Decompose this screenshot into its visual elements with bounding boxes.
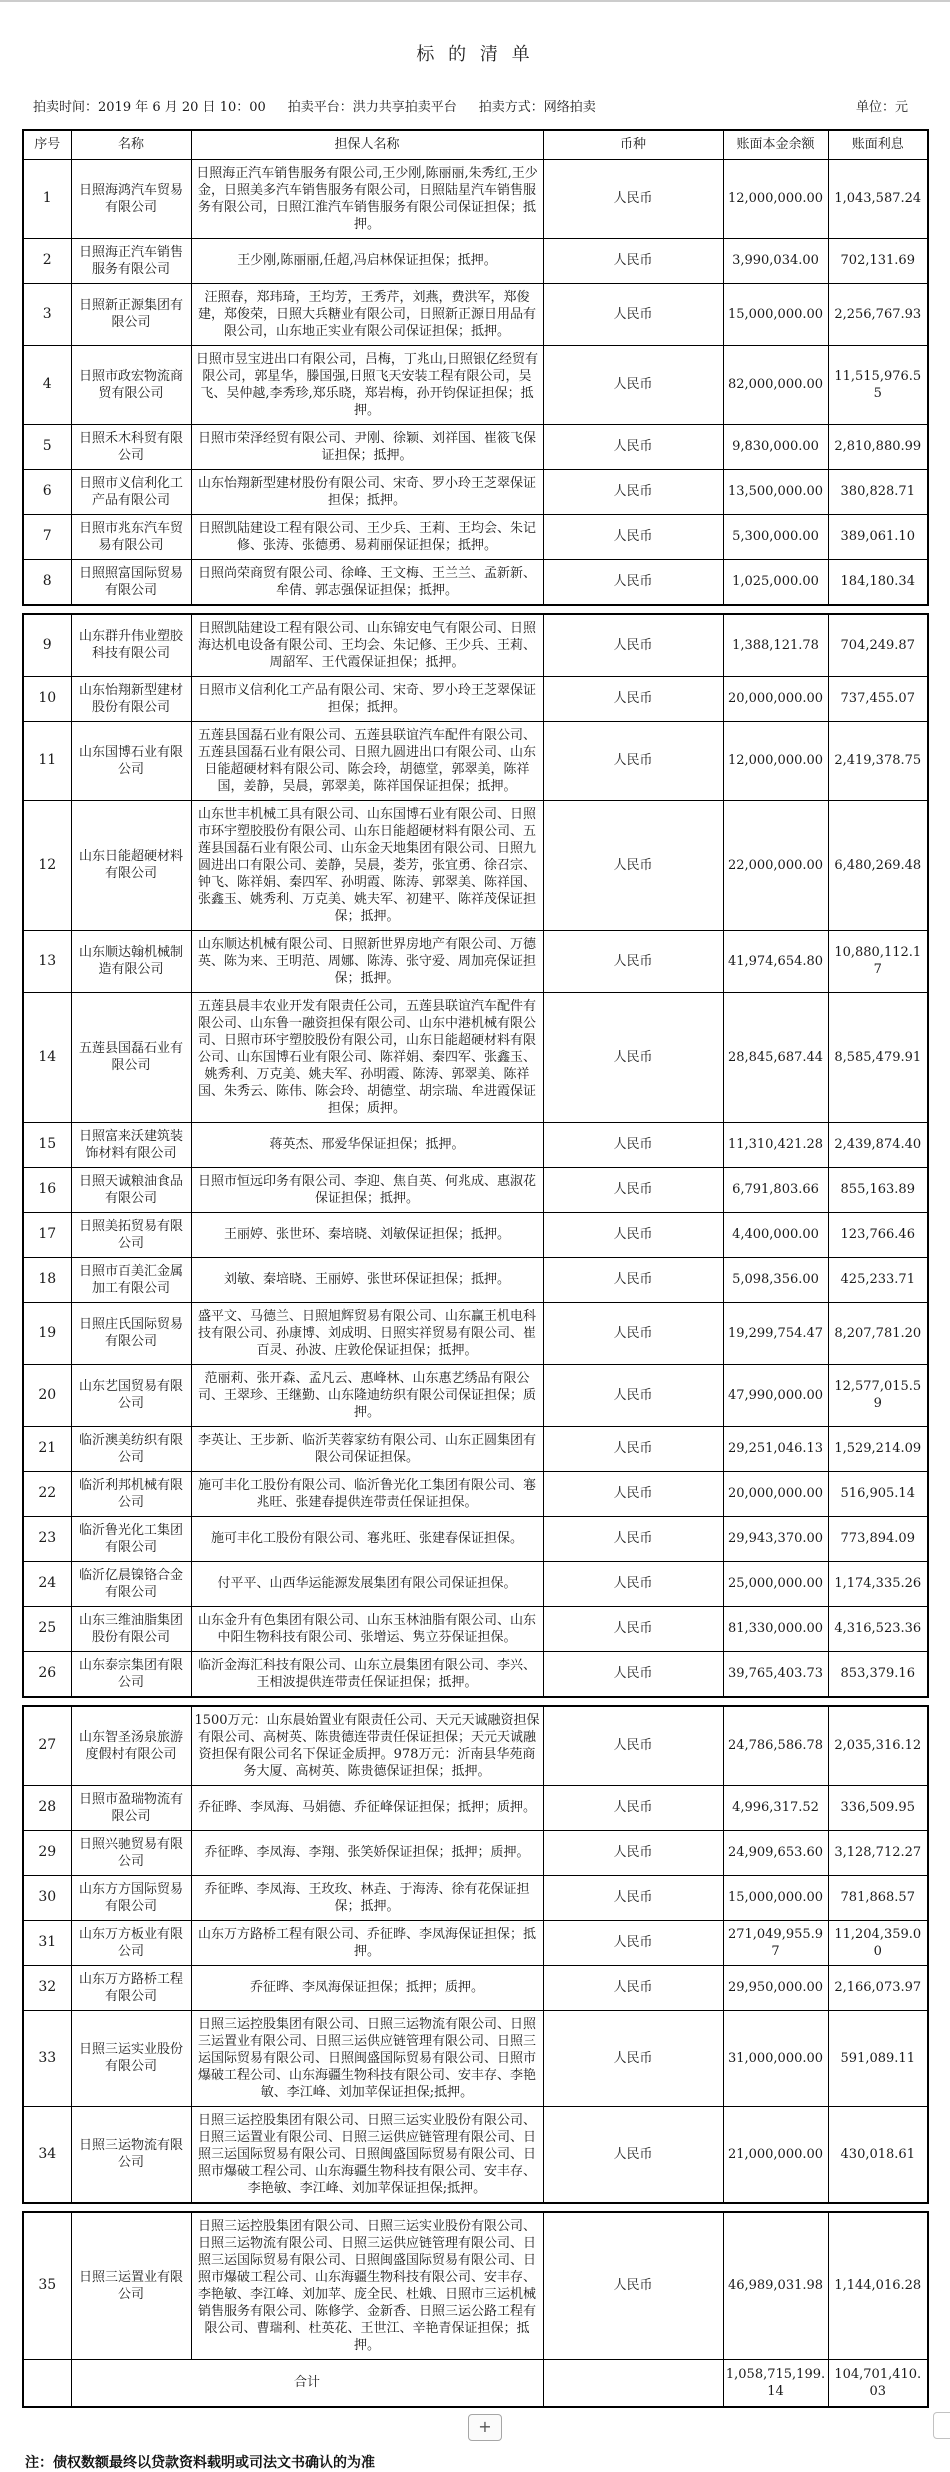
guarantor-cell: 日照三运控股集团有限公司、日照三运实业股份有限公司、日照三运物流有限公司、日照三运供应链管理有限公司、日照三运国际贸易有限公司、日照闽盛国际贸易有限公司、日照市爆破工程公司、山东海疆生物科技有限公司、安丰存、李艳敏、李江峰、刘加苹、庞全民、杜娥、日照市三运机械销售服务有限公司、陈修学、金新香、日照三运公路工程有限公司、曹瑞利、杜英花、王世江、辛艳青保证担保；抵押。	[191, 2212, 543, 2360]
table-row	[23, 469, 928, 514]
debtor-name-cell: 日照市兆东汽车贸易有限公司	[71, 514, 191, 559]
table-segment-2	[22, 613, 929, 1698]
currency-cell: 人民币	[543, 1471, 723, 1516]
principal-cell: 47,990,000.00	[723, 1364, 828, 1426]
interest-cell: 11,515,976.55	[828, 345, 928, 424]
guarantor-cell: 日照尚荣商贸有限公司、徐峰、王文梅、王兰兰、孟新新、牟倩、郭志强保证担保；抵押。	[191, 559, 543, 605]
row-index-cell: 3	[23, 283, 71, 345]
interest-cell: 425,233.71	[828, 1257, 928, 1302]
row-index-cell: 12	[23, 800, 71, 930]
principal-cell: 21,000,000.00	[723, 2106, 828, 2203]
unit-label: 单位：元	[855, 100, 908, 115]
principal-cell: 12,000,000.00	[723, 159, 828, 238]
footnote: 注：债权数额最终以贷款资料载明或司法文书确认的为准	[25, 2455, 375, 2471]
debtor-name-cell: 日照三运置业有限公司	[71, 2212, 191, 2360]
table-row	[23, 514, 928, 559]
debtor-name-cell: 临沂利邦机械有限公司	[71, 1471, 191, 1516]
table-row	[23, 238, 928, 283]
currency-cell: 人民币	[543, 345, 723, 424]
row-index-cell: 6	[23, 469, 71, 514]
interest-cell: 389,061.10	[828, 514, 928, 559]
debtor-name-cell: 日照照富国际贸易有限公司	[71, 559, 191, 605]
principal-cell: 39,765,403.73	[723, 1651, 828, 1697]
principal-cell: 9,830,000.00	[723, 424, 828, 469]
interest-cell: 2,810,880.99	[828, 424, 928, 469]
table-row	[23, 676, 928, 721]
debtor-name-cell: 日照海正汽车销售服务有限公司	[71, 238, 191, 283]
table-row	[23, 1875, 928, 1920]
row-index-cell: 30	[23, 1875, 71, 1920]
guarantor-cell: 范丽莉、张开森、孟凡云、惠峰林、山东惠艺绣品有限公司、王翠珍、王继勤、山东隆迪纺织有限公司保证担保；质押。	[191, 1364, 543, 1426]
total-empty-currency-cell	[543, 2359, 723, 2407]
principal-cell: 28,845,687.44	[723, 992, 828, 1122]
row-index-cell: 26	[23, 1651, 71, 1697]
row-index-cell: 4	[23, 345, 71, 424]
row-index-cell: 34	[23, 2106, 71, 2203]
table-row	[23, 559, 928, 605]
interest-cell: 737,455.07	[828, 676, 928, 721]
header-no: 序号	[23, 130, 71, 159]
guarantor-cell: 刘敏、秦培晓、王丽婷、张世环保证担保；抵押。	[191, 1257, 543, 1302]
table-row	[23, 159, 928, 238]
row-index-cell: 22	[23, 1471, 71, 1516]
guarantor-cell: 王丽婷、张世环、秦培晓、刘敏保证担保；抵押。	[191, 1212, 543, 1257]
auction-time: 拍卖时间：2019 年 6 月 20 日 10：00	[33, 100, 266, 115]
guarantor-cell: 李英让、王步新、临沂芙蓉家纺有限公司、山东正圆集团有限公司保证担保。	[191, 1426, 543, 1471]
interest-cell: 2,035,316.12	[828, 1706, 928, 1786]
currency-cell: 人民币	[543, 1965, 723, 2010]
guarantor-cell: 付平平、山西华运能源发展集团有限公司保证担保。	[191, 1561, 543, 1606]
interest-cell: 2,256,767.93	[828, 283, 928, 345]
interest-cell: 2,166,073.97	[828, 1965, 928, 2010]
debtor-name-cell: 日照市百美汇金属加工有限公司	[71, 1257, 191, 1302]
page-title: 标 的 清 单	[416, 44, 534, 65]
row-index-cell: 9	[23, 614, 71, 677]
guarantor-cell: 山东世丰机械工具有限公司、山东国博石业有限公司、日照市环宇塑胶股份有限公司、山东日能超硬材料有限公司、五莲县国磊石业有限公司、山东金天地集团有限公司、日照九圆进出口有限公司、姜静，吴晨，娄芳，张宜勇、徐召宗、钟飞、陈祥娟、秦四军、孙明霞、陈涛、郭翠美、陈祥国、张鑫玉、姚秀利、万克美、姚夫军、初建平、陈祥茂保证担保；抵押。	[191, 800, 543, 930]
principal-cell: 12,000,000.00	[723, 721, 828, 800]
currency-cell: 人民币	[543, 238, 723, 283]
currency-cell: 人民币	[543, 930, 723, 992]
table-row	[23, 1706, 928, 1786]
row-index-cell: 23	[23, 1516, 71, 1561]
debtor-name-cell: 日照新正源集团有限公司	[71, 283, 191, 345]
debtor-name-cell: 日照美拓贸易有限公司	[71, 1212, 191, 1257]
principal-cell: 13,500,000.00	[723, 469, 828, 514]
currency-cell: 人民币	[543, 1257, 723, 1302]
principal-cell: 5,098,356.00	[723, 1257, 828, 1302]
row-index-cell: 18	[23, 1257, 71, 1302]
principal-cell: 29,251,046.13	[723, 1426, 828, 1471]
guarantor-cell: 五莲县晨丰农业开发有限责任公司，五莲县联谊汽车配件有限公司、山东鲁一融资担保有限公司、山东中港机械有限公司、日照市环宇塑胶股份有限公司，山东日能超硬材料有限公司、山东国博石业有限公司、陈祥娟、秦四军、张鑫玉、姚秀利、万克美、姚夫军、孙明霞、陈涛、郭翠美、陈祥国、朱秀云、陈伟、陈会玲、胡德堂、胡宗瑞、牟进霞保证担保；质押。	[191, 992, 543, 1122]
principal-cell: 46,989,031.98	[723, 2212, 828, 2360]
currency-cell: 人民币	[543, 2010, 723, 2106]
table-row	[23, 1785, 928, 1830]
guarantor-cell: 山东顺达机械有限公司、日照新世界房地产有限公司、万德英、陈为来、王明范、周娜、陈涛、张守爱、周加亮保证担保；抵押。	[191, 930, 543, 992]
guarantor-cell: 施可丰化工股份有限公司、寋兆旺、张建春保证担保。	[191, 1516, 543, 1561]
row-index-cell: 25	[23, 1606, 71, 1651]
row-index-cell: 7	[23, 514, 71, 559]
currency-cell: 人民币	[543, 1830, 723, 1875]
guarantor-cell: 山东万方路桥工程有限公司、乔征晔、李凤海保证担保；抵押。	[191, 1920, 543, 1965]
currency-cell: 人民币	[543, 1364, 723, 1426]
table-row	[23, 1426, 928, 1471]
interest-cell: 591,089.11	[828, 2010, 928, 2106]
table-row	[23, 1965, 928, 2010]
currency-cell: 人民币	[543, 469, 723, 514]
currency-cell: 人民币	[543, 1920, 723, 1965]
header-name: 名称	[71, 130, 191, 159]
principal-cell: 22,000,000.00	[723, 800, 828, 930]
debtor-name-cell: 山东泰宗集团有限公司	[71, 1651, 191, 1697]
total-label-cell: 合计	[71, 2359, 543, 2407]
guarantor-cell: 日照凯陆建设工程有限公司、山东锦安电气有限公司、日照海达机电设备有限公司、王均会、朱记修、王少兵、王莉、周韶军、王代霞保证担保；抵押。	[191, 614, 543, 677]
debtor-name-cell: 山东顺达翰机械制造有限公司	[71, 930, 191, 992]
debtor-name-cell: 日照禾木科贸有限公司	[71, 424, 191, 469]
row-index-cell: 13	[23, 930, 71, 992]
interest-cell: 2,439,874.40	[828, 1122, 928, 1167]
partial-edge-button[interactable]	[933, 2412, 950, 2439]
row-index-cell: 24	[23, 1561, 71, 1606]
currency-cell: 人民币	[543, 514, 723, 559]
row-index-cell: 35	[23, 2212, 71, 2360]
principal-cell: 6,791,803.66	[723, 1167, 828, 1212]
principal-cell: 82,000,000.00	[723, 345, 828, 424]
debtor-name-cell: 山东日能超硬材料有限公司	[71, 800, 191, 930]
principal-cell: 15,000,000.00	[723, 1875, 828, 1920]
principal-cell: 11,310,421.28	[723, 1122, 828, 1167]
principal-cell: 24,909,653.60	[723, 1830, 828, 1875]
currency-cell: 人民币	[543, 1167, 723, 1212]
currency-cell: 人民币	[543, 2212, 723, 2360]
row-index-cell: 20	[23, 1364, 71, 1426]
guarantor-cell: 日照凯陆建设工程有限公司、王少兵、王莉、王均会、朱记修、张涛、张德勇、易莉丽保证担保；抵押。	[191, 514, 543, 559]
guarantor-cell: 王少刚,陈丽丽,任超,冯启林保证担保；抵押。	[191, 238, 543, 283]
currency-cell: 人民币	[543, 1651, 723, 1697]
guarantor-cell: 乔征晔、李凤海、马娟德、乔征峰保证担保；抵押；质押。	[191, 1785, 543, 1830]
interest-cell: 6,480,269.48	[828, 800, 928, 930]
table-row	[23, 424, 928, 469]
principal-cell: 29,943,370.00	[723, 1516, 828, 1561]
guarantor-cell: 汪照春，郑玮琦，王均芳，王秀芹，刘燕，费洪军，郑俊建，郑俊荣，日照大兵糖业有限公司，日照新正源日用品有限公司，山东地正实业有限公司保证担保；抵押。	[191, 283, 543, 345]
interest-cell: 10,880,112.17	[828, 930, 928, 992]
principal-cell: 5,300,000.00	[723, 514, 828, 559]
principal-cell: 29,950,000.00	[723, 1965, 828, 2010]
guarantor-cell: 乔征晔、李凤海、李翔、张笑娇保证担保；抵押；质押。	[191, 1830, 543, 1875]
row-index-cell: 15	[23, 1122, 71, 1167]
currency-cell: 人民币	[543, 1561, 723, 1606]
table-row	[23, 283, 928, 345]
interest-cell: 781,868.57	[828, 1875, 928, 1920]
total-empty-no-cell	[23, 2359, 71, 2407]
guarantor-cell: 盛平文、马德兰、日照旭辉贸易有限公司、山东赢王机电科技有限公司、孙康博、刘成明、日照实祥贸易有限公司、崔百灵、孙波、庄敦伦保证担保；抵押。	[191, 1302, 543, 1364]
principal-cell: 1,025,000.00	[723, 559, 828, 605]
row-index-cell: 10	[23, 676, 71, 721]
row-index-cell: 32	[23, 1965, 71, 2010]
debtor-name-cell: 日照市义信利化工产品有限公司	[71, 469, 191, 514]
currency-cell: 人民币	[543, 1426, 723, 1471]
debtor-name-cell: 日照海鸿汽车贸易有限公司	[71, 159, 191, 238]
debtor-name-cell: 临沂鲁光化工集团有限公司	[71, 1516, 191, 1561]
header-interest: 账面利息	[828, 130, 928, 159]
principal-cell: 271,049,955.97	[723, 1920, 828, 1965]
principal-cell: 19,299,754.47	[723, 1302, 828, 1364]
table-row	[23, 1830, 928, 1875]
debtor-name-cell: 日照天诚粮油食品有限公司	[71, 1167, 191, 1212]
principal-cell: 24,786,586.78	[723, 1706, 828, 1786]
debtor-name-cell: 山东群升伟业塑胶科技有限公司	[71, 614, 191, 677]
principal-cell: 20,000,000.00	[723, 676, 828, 721]
interest-cell: 3,128,712.27	[828, 1830, 928, 1875]
table-row	[23, 1920, 928, 1965]
row-index-cell: 1	[23, 159, 71, 238]
total-interest-cell: 104,701,410.03	[828, 2359, 928, 2407]
interest-cell: 1,174,335.26	[828, 1561, 928, 1606]
guarantor-cell: 日照三运控股集团有限公司、日照三运物流有限公司、日照三运置业有限公司、日照三运供应链管理有限公司、日照三运国际贸易有限公司、日照闽盛国际贸易有限公司、日照市爆破工程公司、山东海疆生物科技有限公司、安丰存、李艳敏、李江峰、刘加苹保证担保;抵押。	[191, 2010, 543, 2106]
interest-cell: 1,043,587.24	[828, 159, 928, 238]
row-index-cell: 33	[23, 2010, 71, 2106]
total-principal-cell: 1,058,715,199.14	[723, 2359, 828, 2407]
row-index-cell: 14	[23, 992, 71, 1122]
table-segment-1	[22, 129, 929, 606]
debtor-name-cell: 山东国博石业有限公司	[71, 721, 191, 800]
row-index-cell: 2	[23, 238, 71, 283]
currency-cell: 人民币	[543, 283, 723, 345]
total-row	[23, 2359, 928, 2407]
table-row	[23, 1516, 928, 1561]
debtor-name-cell: 日照市政宏物流商贸有限公司	[71, 345, 191, 424]
interest-cell: 380,828.71	[828, 469, 928, 514]
guarantor-cell: 日照市昱宝进出口有限公司，吕梅，丁兆山,日照银亿经贸有限公司，郭星华，滕国强,日照飞天安装工程有限公司，吴飞、吴仲越,李秀珍,郑乐晓，郑岩梅，孙开钧保证担保；抵押。	[191, 345, 543, 424]
principal-cell: 4,400,000.00	[723, 1212, 828, 1257]
debtor-name-cell: 五莲县国磊石业有限公司	[71, 992, 191, 1122]
auction-method: 拍卖方式：网络拍卖	[478, 100, 596, 115]
guarantor-cell: 山东怡翔新型建材股份有限公司、宋奇、罗小玲王芝翠保证担保；抵押。	[191, 469, 543, 514]
principal-cell: 20,000,000.00	[723, 1471, 828, 1516]
auction-table	[22, 129, 927, 2408]
currency-cell: 人民币	[543, 1212, 723, 1257]
currency-cell: 人民币	[543, 1516, 723, 1561]
table-row	[23, 1364, 928, 1426]
debtor-name-cell: 日照兴驰贸易有限公司	[71, 1830, 191, 1875]
table-row	[23, 1122, 928, 1167]
debtor-name-cell: 山东万方板业有限公司	[71, 1920, 191, 1965]
row-index-cell: 27	[23, 1706, 71, 1786]
interest-cell: 8,585,479.91	[828, 992, 928, 1122]
interest-cell: 11,204,359.00	[828, 1920, 928, 1965]
auction-info-line	[33, 96, 908, 115]
principal-cell: 81,330,000.00	[723, 1606, 828, 1651]
principal-cell: 25,000,000.00	[723, 1561, 828, 1606]
table-row	[23, 2010, 928, 2106]
row-index-cell: 8	[23, 559, 71, 605]
guarantor-cell: 日照市恒远印务有限公司、李迎、焦自英、何兆成、惠淑花保证担保；抵押。	[191, 1167, 543, 1212]
table-row	[23, 1257, 928, 1302]
interest-cell: 516,905.14	[828, 1471, 928, 1516]
currency-cell: 人民币	[543, 1706, 723, 1786]
principal-cell: 31,000,000.00	[723, 2010, 828, 2106]
guarantor-cell: 日照海正汽车销售服务有限公司,王少刚,陈丽丽,朱秀红,王少金，日照美多汽车销售服务有限公司，日照陆星汽车销售服务有限公司，日照江淮汽车销售服务有限公司保证担保；抵押。	[191, 159, 543, 238]
header-guarantor: 担保人名称	[191, 130, 543, 159]
row-index-cell: 29	[23, 1830, 71, 1875]
principal-cell: 41,974,654.80	[723, 930, 828, 992]
table-row	[23, 1471, 928, 1516]
table-row	[23, 992, 928, 1122]
guarantor-cell: 乔征晔、李凤海、王玫玫、林垚、于海涛、徐有花保证担保；抵押。	[191, 1875, 543, 1920]
debtor-name-cell: 山东艺国贸易有限公司	[71, 1364, 191, 1426]
expand-button[interactable]: +	[468, 2414, 502, 2441]
currency-cell: 人民币	[543, 1875, 723, 1920]
interest-cell: 12,577,015.59	[828, 1364, 928, 1426]
debtor-name-cell: 山东万方路桥工程有限公司	[71, 1965, 191, 2010]
currency-cell: 人民币	[543, 800, 723, 930]
principal-cell: 3,990,034.00	[723, 238, 828, 283]
guarantor-cell: 乔征晔、李凤海保证担保；抵押；质押。	[191, 1965, 543, 2010]
row-index-cell: 31	[23, 1920, 71, 1965]
interest-cell: 336,509.95	[828, 1785, 928, 1830]
debtor-name-cell: 日照市盈瑞物流有限公司	[71, 1785, 191, 1830]
table-row	[23, 1302, 928, 1364]
debtor-name-cell: 山东智圣汤泉旅游度假村有限公司	[71, 1706, 191, 1786]
guarantor-cell: 日照市义信利化工产品有限公司、宋奇、罗小玲王芝翠保证担保；抵押。	[191, 676, 543, 721]
header-principal: 账面本金余额	[723, 130, 828, 159]
auction-platform: 拍卖平台：洪力共享拍卖平台	[287, 100, 457, 115]
row-index-cell: 19	[23, 1302, 71, 1364]
interest-cell: 4,316,523.36	[828, 1606, 928, 1651]
currency-cell: 人民币	[543, 676, 723, 721]
guarantor-cell: 日照三运控股集团有限公司、日照三运实业股份有限公司、日照三运置业有限公司、日照三运供应链管理有限公司、日照三运国际贸易有限公司、日照闽盛国际贸易有限公司、日照市爆破工程公司、山东海疆生物科技有限公司、安丰存、李艳敏、李江峰、刘加苹保证担保;抵押。	[191, 2106, 543, 2203]
table-row	[23, 930, 928, 992]
principal-cell: 1,388,121.78	[723, 614, 828, 677]
row-index-cell: 16	[23, 1167, 71, 1212]
interest-cell: 8,207,781.20	[828, 1302, 928, 1364]
guarantor-cell: 临沂金海汇科技有限公司、山东立晨集团有限公司、李兴、王相波提供连带责任保证担保；抵押。	[191, 1651, 543, 1697]
debtor-name-cell: 日照富来沃建筑装饰材料有限公司	[71, 1122, 191, 1167]
table-row	[23, 800, 928, 930]
table-segment-4	[22, 2211, 929, 2409]
debtor-name-cell: 山东方方国际贸易有限公司	[71, 1875, 191, 1920]
interest-cell: 773,894.09	[828, 1516, 928, 1561]
table-row	[23, 345, 928, 424]
currency-cell: 人民币	[543, 721, 723, 800]
debtor-name-cell: 临沂亿晨镍铬合金有限公司	[71, 1561, 191, 1606]
interest-cell: 2,419,378.75	[828, 721, 928, 800]
currency-cell: 人民币	[543, 559, 723, 605]
table-row	[23, 2106, 928, 2203]
interest-cell: 702,131.69	[828, 238, 928, 283]
row-index-cell: 5	[23, 424, 71, 469]
table-row	[23, 2212, 928, 2360]
guarantor-cell: 五莲县国磊石业有限公司、五莲县联谊汽车配件有限公司、五莲县国磊石业有限公司、日照九圆进出口有限公司、山东日能超硬材料有限公司、陈会玲，胡德堂，郭翠美，陈祥国，姜静，吴晨，郭翠美，陈祥国保证担保；抵押。	[191, 721, 543, 800]
debtor-name-cell: 山东三维油脂集团股份有限公司	[71, 1606, 191, 1651]
principal-cell: 15,000,000.00	[723, 283, 828, 345]
debtor-name-cell: 山东怡翔新型建材股份有限公司	[71, 676, 191, 721]
debtor-name-cell: 日照三运物流有限公司	[71, 2106, 191, 2203]
row-index-cell: 21	[23, 1426, 71, 1471]
row-index-cell: 17	[23, 1212, 71, 1257]
table-segment-3	[22, 1705, 929, 2204]
footer-bar	[0, 2412, 950, 2446]
currency-cell: 人民币	[543, 2106, 723, 2203]
currency-cell: 人民币	[543, 424, 723, 469]
currency-cell: 人民币	[543, 1606, 723, 1651]
currency-cell: 人民币	[543, 159, 723, 238]
row-index-cell: 11	[23, 721, 71, 800]
table-row	[23, 1606, 928, 1651]
table-row	[23, 1167, 928, 1212]
interest-cell: 1,144,016.28	[828, 2212, 928, 2360]
interest-cell: 430,018.61	[828, 2106, 928, 2203]
row-index-cell: 28	[23, 1785, 71, 1830]
guarantor-cell: 施可丰化工股份有限公司、临沂鲁光化工集团有限公司、寋兆旺、张建春提供连带责任保证担保。	[191, 1471, 543, 1516]
header-currency: 币种	[543, 130, 723, 159]
principal-cell: 4,996,317.52	[723, 1785, 828, 1830]
currency-cell: 人民币	[543, 1302, 723, 1364]
table-row	[23, 614, 928, 677]
table-row	[23, 1561, 928, 1606]
currency-cell: 人民币	[543, 614, 723, 677]
interest-cell: 853,379.16	[828, 1651, 928, 1697]
table-row	[23, 721, 928, 800]
table-header-row	[23, 130, 928, 159]
debtor-name-cell: 日照三运实业股份有限公司	[71, 2010, 191, 2106]
table-row	[23, 1212, 928, 1257]
interest-cell: 704,249.87	[828, 614, 928, 677]
interest-cell: 1,529,214.09	[828, 1426, 928, 1471]
document-page	[0, 40, 950, 2472]
guarantor-cell: 日照市荣泽经贸有限公司、尹刚、徐颖、刘祥国、崔筱飞保证担保；抵押。	[191, 424, 543, 469]
debtor-name-cell: 日照庄氏国际贸易有限公司	[71, 1302, 191, 1364]
interest-cell: 123,766.46	[828, 1212, 928, 1257]
currency-cell: 人民币	[543, 1785, 723, 1830]
guarantor-cell: 蒋英杰、邢爱华保证担保；抵押。	[191, 1122, 543, 1167]
currency-cell: 人民币	[543, 1122, 723, 1167]
currency-cell: 人民币	[543, 992, 723, 1122]
guarantor-cell: 1500万元：山东晨始置业有限责任公司、天元天诚融资担保有限公司、高树英、陈贵德连带责任保证担保；天元天诚融资担保有限公司名下保证金质押。978万元：沂南县华苑商务大厦、高树英、陈贵德保证担保；抵押。	[191, 1706, 543, 1786]
table-row	[23, 1651, 928, 1697]
debtor-name-cell: 临沂澳美纺织有限公司	[71, 1426, 191, 1471]
interest-cell: 184,180.34	[828, 559, 928, 605]
interest-cell: 855,163.89	[828, 1167, 928, 1212]
guarantor-cell: 山东金升有色集团有限公司、山东玉林油脂有限公司、山东中阳生物科技有限公司、张增运、隽立芬保证担保。	[191, 1606, 543, 1651]
